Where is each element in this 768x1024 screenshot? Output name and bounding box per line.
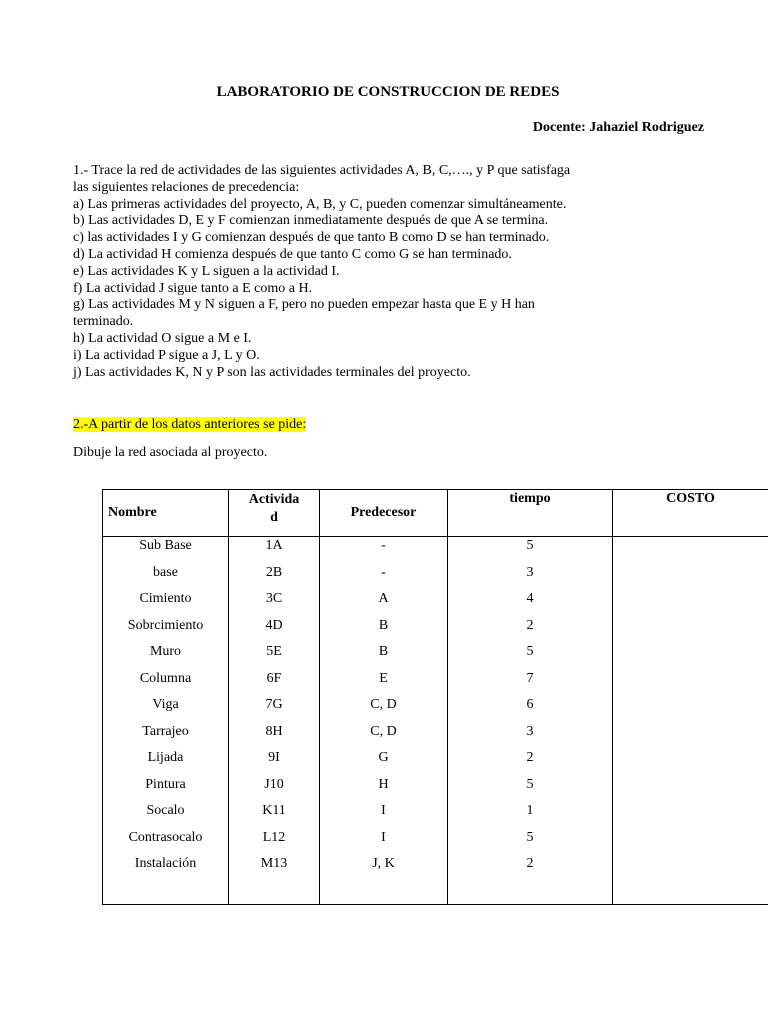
cell-nombre: base (153, 564, 178, 580)
cell-tiempo: 5 (526, 776, 534, 792)
cell-predecesor: - (381, 538, 386, 553)
header-costo: COSTO (613, 490, 768, 537)
page-title: LABORATORIO DE CONSTRUCCION DE REDES (216, 84, 560, 100)
cell-actividad: 8H (265, 723, 283, 739)
cell-tiempo: 7 (526, 670, 534, 686)
header-predecesor: Predecesor (320, 490, 448, 537)
exercise-1-line: 1.- Trace la red de actividades de las siguientes actividades A, B, C,…., y P que satisfaga (73, 163, 571, 178)
cell-nombre: Contrasocalo (128, 829, 203, 845)
exercise-2-heading (73, 417, 306, 433)
cell-actividad: 9I (268, 750, 280, 765)
cell-tiempo: 4 (526, 591, 534, 606)
header-actividad-line1: Activida (248, 492, 300, 507)
column-actividad (229, 537, 320, 905)
cell-nombre: Viga (152, 697, 179, 712)
header-actividad (229, 490, 320, 537)
cell-actividad: 1A (265, 538, 283, 553)
docente-label: Docente: Jahaziel Rodriguez (532, 120, 704, 135)
cell-nombre: Cimiento (139, 591, 192, 606)
cell-predecesor: H (378, 776, 389, 792)
cell-tiempo: 5 (526, 538, 534, 553)
table-header-row (103, 490, 768, 537)
cell-predecesor: J, K (372, 856, 395, 871)
cell-nombre: Socalo (146, 803, 185, 818)
cell-tiempo: 1 (526, 803, 534, 818)
cell-predecesor: I (381, 803, 386, 818)
exercise-2-heading-text: 2.-A partir de los datos anteriores se pide: (73, 417, 307, 432)
cell-actividad: J10 (264, 776, 284, 792)
exercise-1-line: i) La actividad P sigue a J, L y O. (73, 347, 260, 363)
exercise-1-line: h) La actividad O sigue a M e I. (73, 330, 252, 346)
column-tiempo (448, 537, 613, 905)
cell-padding (229, 878, 319, 905)
cell-predecesor: A (378, 591, 389, 606)
cell-actividad: M13 (260, 856, 288, 871)
cell-tiempo: 2 (526, 617, 534, 633)
cell-nombre: Columna (139, 670, 192, 686)
activities-table (102, 489, 768, 905)
exercise-1-line: las siguientes relaciones de precedencia: (73, 179, 300, 195)
cell-actividad: 4D (265, 617, 283, 633)
cell-actividad: 7G (265, 697, 283, 712)
cell-predecesor: C, D (370, 697, 397, 712)
exercise-1-line: d) La actividad H comienza después de que tanto C como G se han terminado. (73, 246, 512, 262)
cell-actividad: 2B (265, 564, 283, 580)
cell-actividad: L12 (262, 829, 286, 845)
exercise-1-line: j) Las actividades K, N y P son las actividades terminales del proyecto. (73, 364, 471, 380)
exercise-1-line: b) Las actividades D, E y F comienzan inmediatamente después de que A se termina. (73, 213, 549, 229)
cell-nombre: Sub Base (139, 538, 192, 553)
cell-nombre: Sobrcimiento (127, 617, 204, 633)
cell-predecesor: B (378, 644, 389, 659)
exercise-2-instruction: Dibuje la red asociada al proyecto. (73, 445, 268, 460)
exercise-1-line: g) Las actividades M y N siguen a F, pero no pueden empezar hasta que E y H han (73, 297, 535, 313)
column-predecesor (320, 537, 448, 905)
cell-tiempo: 3 (526, 723, 534, 739)
cell-predecesor: B (378, 617, 389, 633)
cell-padding (103, 878, 228, 905)
cell-predecesor: G (378, 750, 389, 765)
table-body-row (103, 537, 768, 905)
cell-tiempo: 5 (526, 829, 534, 845)
cell-padding (448, 878, 612, 905)
cell-predecesor: I (381, 829, 386, 845)
cell-nombre: Pintura (145, 776, 186, 792)
cell-tiempo: 3 (526, 564, 534, 580)
column-costo (613, 537, 768, 905)
exercise-1-line: c) las actividades I y G comienzan después de que tanto B como D se han terminado. (73, 230, 550, 246)
column-nombre (103, 537, 229, 905)
cell-nombre: Muro (149, 644, 182, 659)
header-tiempo: tiempo (448, 490, 613, 537)
cell-nombre: Instalación (134, 856, 197, 871)
cell-actividad: 3C (265, 591, 283, 606)
cell-actividad: 6F (266, 670, 282, 686)
cell-predecesor: C, D (370, 723, 397, 739)
exercise-1-line: f) La actividad J sigue tanto a E como a H. (73, 280, 313, 296)
exercise-1-text (73, 163, 673, 381)
cell-tiempo: 5 (526, 644, 534, 659)
cell-tiempo: 2 (526, 750, 534, 765)
exercise-1-line: e) Las actividades K y L siguen a la actividad I. (73, 263, 340, 279)
cell-actividad: K11 (262, 803, 286, 818)
cell-nombre: Tarrajeo (142, 723, 189, 739)
cell-tiempo: 2 (526, 856, 534, 871)
exercise-1-line: terminado. (73, 314, 134, 330)
header-actividad-line2: d (270, 510, 278, 525)
cell-padding (320, 878, 447, 905)
cell-predecesor: E (379, 670, 388, 686)
cell-actividad: 5E (266, 644, 282, 659)
cell-nombre: Lijada (147, 750, 184, 765)
exercise-1-line: a) Las primeras actividades del proyecto, A, B, y C, pueden comenzar simultáneamente. (73, 196, 567, 212)
header-nombre: Nombre (103, 490, 229, 537)
cell-predecesor: - (381, 564, 386, 580)
cell-tiempo: 6 (526, 697, 534, 712)
